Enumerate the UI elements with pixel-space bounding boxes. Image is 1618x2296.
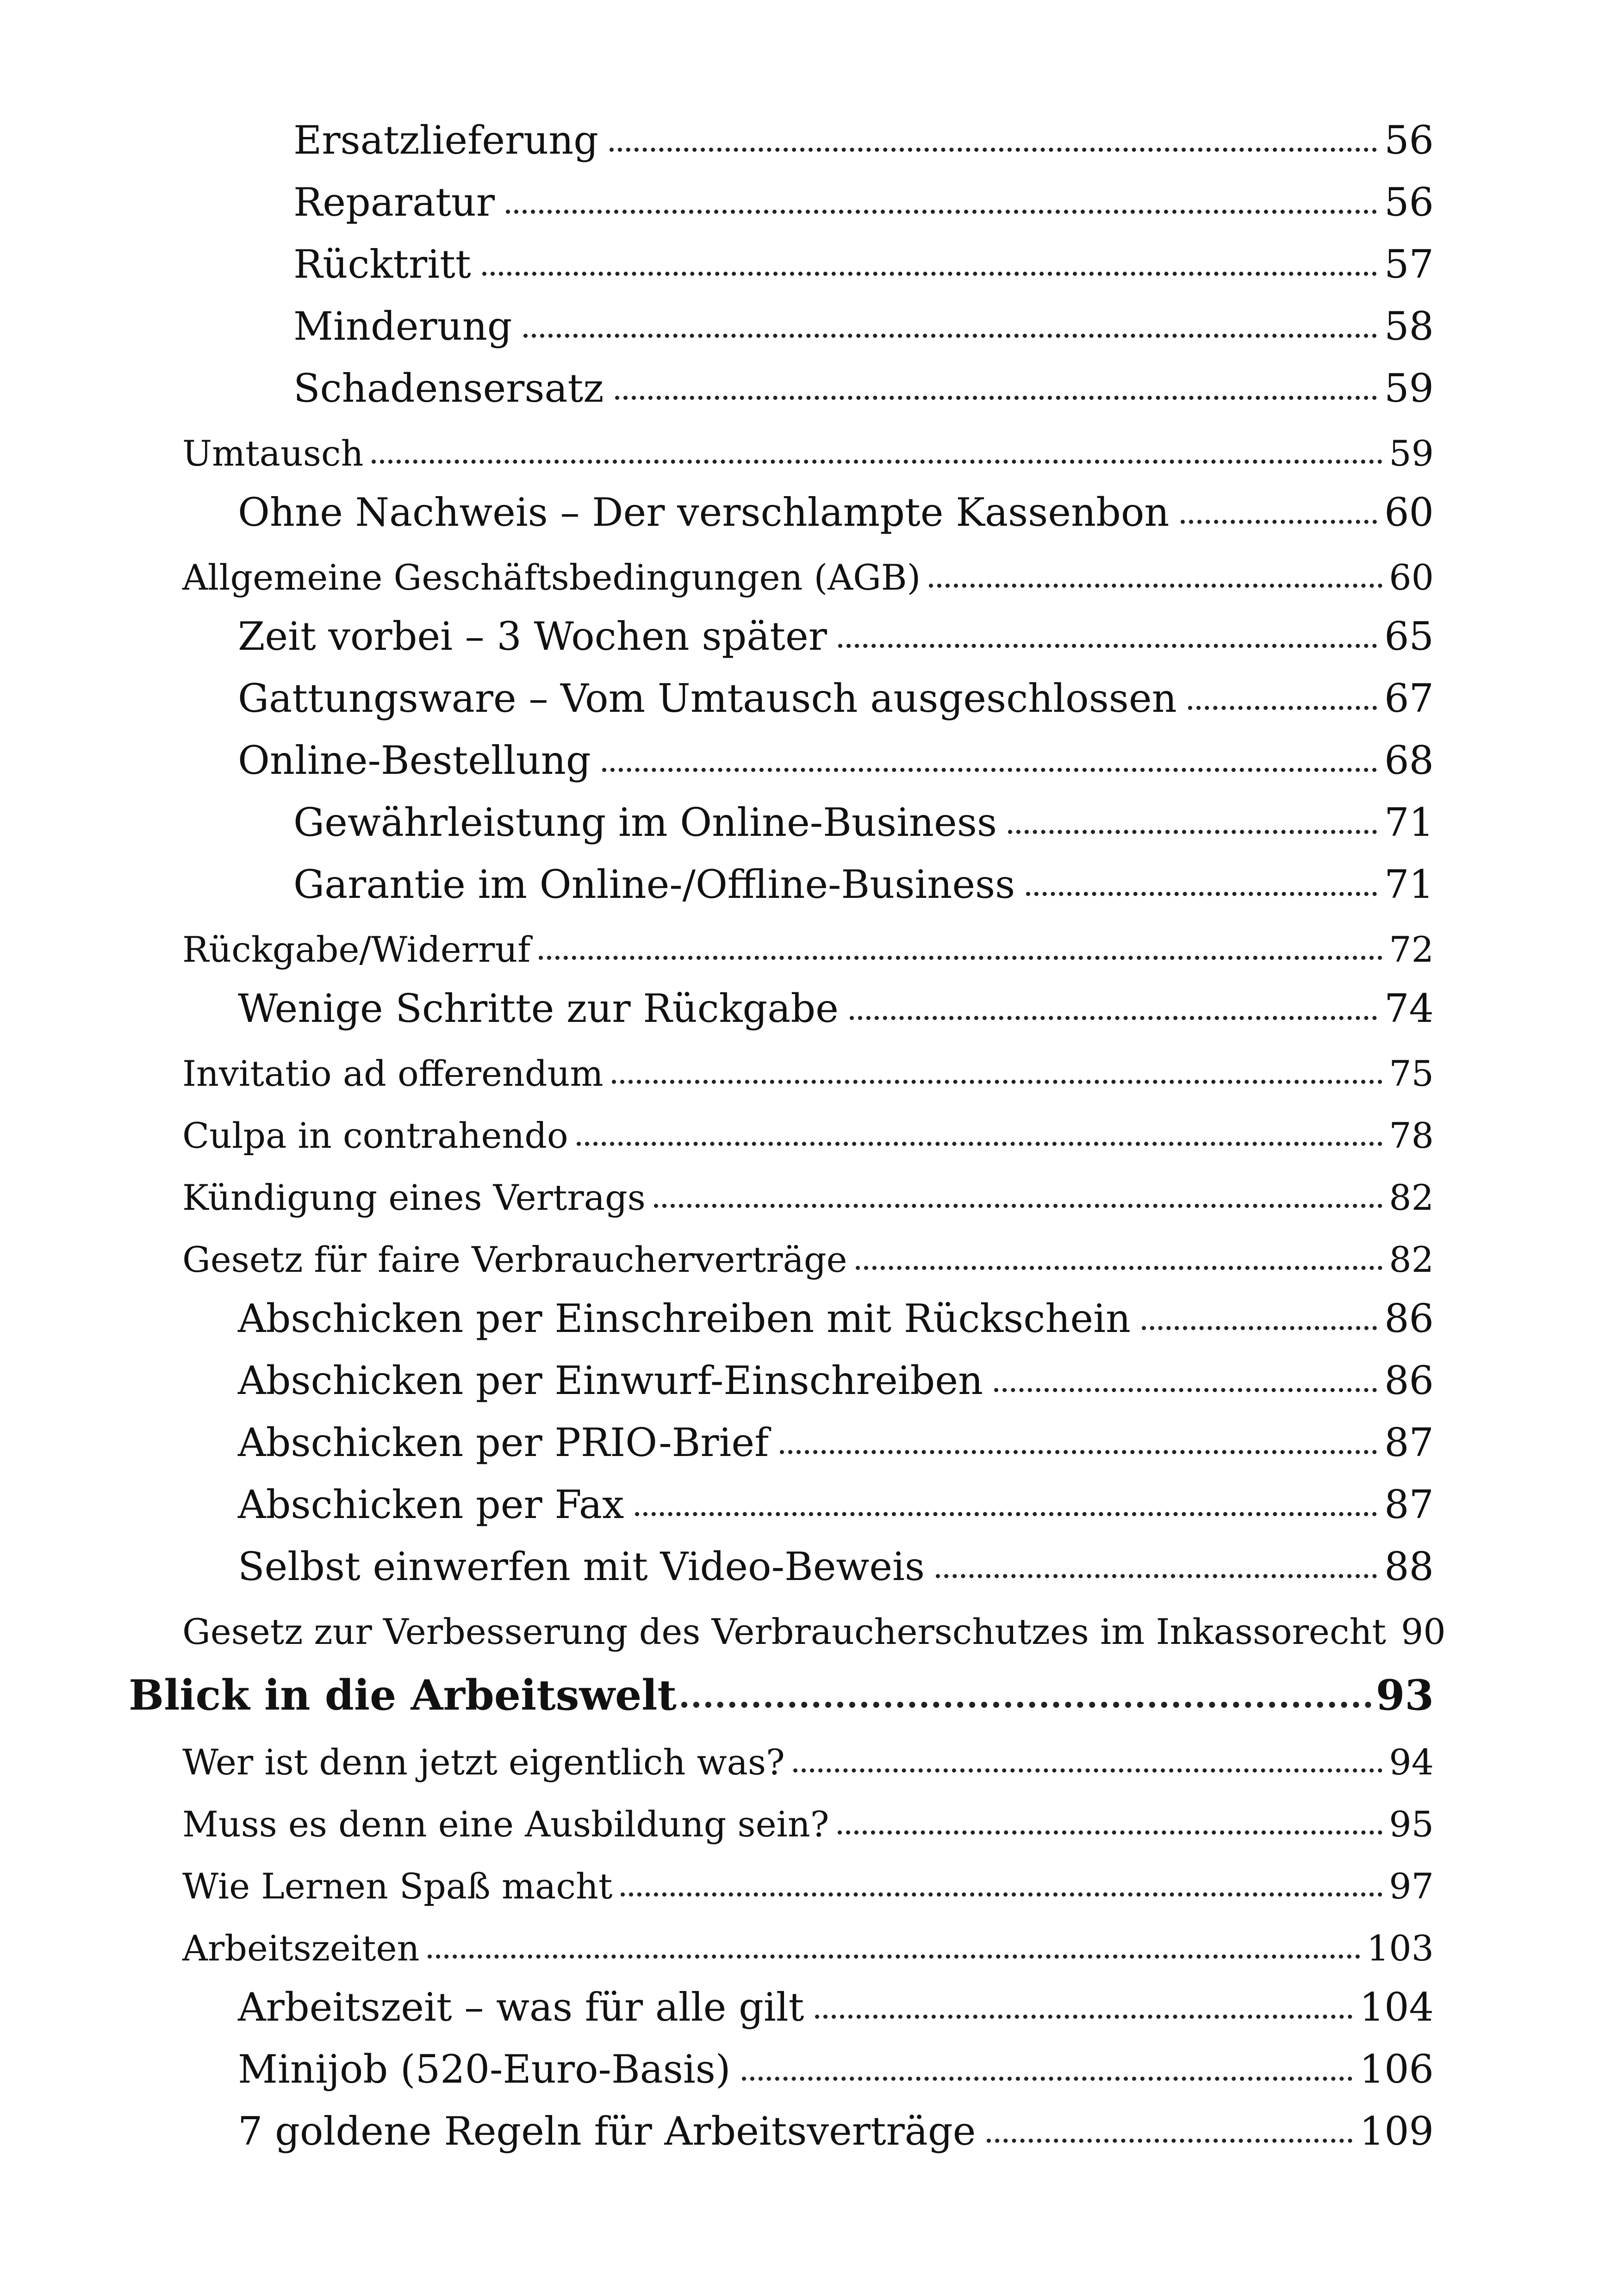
toc-entry-title: Gesetz zur Verbesserung des Verbraucherschutzes im Inkassorecht xyxy=(182,1611,1386,1652)
toc-entry-page: 60 xyxy=(1389,557,1434,598)
dot-leader xyxy=(610,115,1377,154)
dot-leader xyxy=(615,363,1377,402)
toc-entry-page: 59 xyxy=(1389,433,1434,474)
dot-leader xyxy=(994,1355,1377,1394)
toc-entry xyxy=(182,1609,1446,1652)
toc-entry xyxy=(238,2044,1434,2092)
toc-entry-title: Kündigung eines Vertrags xyxy=(182,1177,646,1218)
toc-entry-page: 67 xyxy=(1384,676,1434,721)
toc-entry-title: Online-Bestellung xyxy=(238,738,591,783)
toc-entry xyxy=(182,1863,1434,1907)
toc-entry-title: Wer ist denn jetzt eigentlich was? xyxy=(182,1742,785,1783)
dot-leader xyxy=(539,927,1382,962)
toc-entry xyxy=(238,1417,1434,1465)
toc-entry xyxy=(238,1355,1434,1403)
dot-leader xyxy=(838,611,1377,650)
toc-entry xyxy=(182,1175,1434,1218)
toc-entry xyxy=(182,1051,1434,1094)
toc-entry-title: Allgemeine Geschäftsbedingungen (AGB) xyxy=(182,557,921,598)
toc-entry-page: 90 xyxy=(1400,1611,1446,1652)
toc-entry-title: Gattungsware – Vom Umtausch ausgeschlossen xyxy=(238,676,1177,721)
toc-entry-title: Zeit vorbei – 3 Wochen später xyxy=(238,614,827,659)
toc-entry xyxy=(238,1293,1434,1341)
toc-entry-page: 103 xyxy=(1366,1928,1434,1969)
toc-chapter-entry xyxy=(129,1668,1434,1720)
dot-leader xyxy=(602,735,1377,774)
toc-entry-title: Gesetz für faire Verbraucherverträge xyxy=(182,1239,847,1280)
toc-entry-page: 86 xyxy=(1384,1358,1434,1403)
toc-entry-page: 87 xyxy=(1384,1482,1434,1527)
toc-entry-title: Invitatio ad offerendum xyxy=(182,1053,604,1094)
toc-entry-page: 72 xyxy=(1389,929,1434,970)
toc-entry-title: Selbst einwerfen mit Video-Beweis xyxy=(238,1544,925,1589)
toc-entry xyxy=(293,797,1434,845)
toc-entry xyxy=(238,2106,1434,2154)
toc-entry-title: Abschicken per Einwurf-Einschreiben xyxy=(238,1358,983,1403)
dot-leader xyxy=(780,1417,1377,1456)
toc-entry xyxy=(182,1237,1434,1280)
toc-entry-page: 56 xyxy=(1384,118,1434,163)
toc-entry-page: 95 xyxy=(1389,1804,1434,1845)
toc-entry-title: Minderung xyxy=(293,304,512,349)
dot-leader xyxy=(612,1051,1383,1086)
dot-leader xyxy=(482,239,1377,278)
toc-entry-page: 109 xyxy=(1359,2109,1434,2154)
toc-entry-title: Garantie im Online-/Offline-Business xyxy=(293,862,1015,907)
toc-entry xyxy=(182,430,1434,474)
toc-entry-page: 86 xyxy=(1384,1296,1434,1341)
toc-entry-page: 59 xyxy=(1384,366,1434,411)
toc-entry-page: 58 xyxy=(1384,304,1434,349)
toc-entry-page: 106 xyxy=(1359,2047,1434,2092)
toc-chapter-page: 93 xyxy=(1375,1671,1434,1720)
toc-entry xyxy=(293,363,1434,411)
toc-entry-page: 74 xyxy=(1384,986,1434,1031)
dot-leader xyxy=(1181,487,1377,526)
toc-entry-page: 82 xyxy=(1389,1239,1434,1280)
dot-leader xyxy=(635,1479,1377,1518)
toc-entry-page: 88 xyxy=(1384,1544,1434,1589)
toc-entry-title: Culpa in contrahendo xyxy=(182,1115,568,1156)
toc-entry-page: 56 xyxy=(1384,180,1434,225)
dot-leader xyxy=(372,430,1382,466)
dot-leader xyxy=(577,1113,1383,1148)
dot-leader xyxy=(1142,1293,1377,1332)
toc-entry xyxy=(182,554,1434,598)
dot-leader xyxy=(654,1175,1383,1210)
toc-entry xyxy=(238,983,1434,1031)
toc-entry xyxy=(238,735,1434,783)
dot-leader xyxy=(815,1982,1352,2021)
toc-entry-title: Ersatzlieferung xyxy=(293,118,599,163)
toc-entry-title: Wie Lernen Spaß macht xyxy=(182,1866,613,1907)
toc-entry-page: 65 xyxy=(1384,614,1434,659)
toc-entry-title: Abschicken per Einschreiben mit Rückschein xyxy=(238,1296,1131,1341)
toc-entry xyxy=(238,611,1434,659)
dot-leader xyxy=(506,177,1377,216)
toc-entry-page: 75 xyxy=(1389,1053,1434,1094)
dot-leader xyxy=(1026,859,1377,898)
toc-entry-page: 97 xyxy=(1389,1866,1434,1907)
dot-leader xyxy=(523,301,1377,340)
dot-leader xyxy=(987,2106,1352,2145)
toc-chapter-title: Blick in die Arbeitswelt xyxy=(129,1671,677,1720)
toc-entry-title: Umtausch xyxy=(182,433,364,474)
toc-entry-page: 71 xyxy=(1384,862,1434,907)
toc-entry-title: Arbeitszeiten xyxy=(182,1928,420,1969)
toc-entry-title: Rücktritt xyxy=(293,242,471,287)
dot-leader xyxy=(793,1739,1383,1774)
toc-entry-page: 57 xyxy=(1384,242,1434,287)
toc-entry-page: 82 xyxy=(1389,1177,1434,1218)
toc-entry xyxy=(182,1925,1434,1969)
toc-entry-title: Schadensersatz xyxy=(293,366,604,411)
toc-entry-page: 94 xyxy=(1389,1742,1434,1783)
dot-leader xyxy=(929,554,1382,590)
dot-leader xyxy=(428,1925,1360,1960)
toc-entry-title: Gewährleistung im Online-Business xyxy=(293,800,997,845)
toc-entry-title: Muss es denn eine Ausbildung sein? xyxy=(182,1804,829,1845)
toc-entry xyxy=(238,673,1434,721)
dot-leader xyxy=(742,2044,1352,2083)
toc-entry-title: Rückgabe/Widerruf xyxy=(182,929,531,970)
toc-entry-title: 7 goldene Regeln für Arbeitsverträge xyxy=(238,2109,976,2154)
dot-leader xyxy=(1188,673,1377,712)
toc-entry-title: Reparatur xyxy=(293,180,495,225)
dot-leader xyxy=(621,1863,1382,1898)
toc-entry-page: 60 xyxy=(1384,490,1434,535)
toc-entry xyxy=(293,239,1434,287)
toc-entry xyxy=(182,1801,1434,1845)
toc-entry-title: Arbeitszeit – was für alle gilt xyxy=(238,1985,804,2030)
toc-entry xyxy=(293,301,1434,349)
toc-entry-title: Wenige Schritte zur Rückgabe xyxy=(238,986,839,1031)
toc-entry xyxy=(182,1739,1434,1783)
toc-entry-page: 68 xyxy=(1384,738,1434,783)
toc-entry xyxy=(238,487,1434,535)
toc-entry-title: Abschicken per Fax xyxy=(238,1482,624,1527)
dot-leader xyxy=(856,1237,1383,1272)
dot-leader xyxy=(838,1801,1383,1836)
toc-entry xyxy=(238,1541,1434,1589)
toc-entry-page: 78 xyxy=(1389,1115,1434,1156)
toc-entry xyxy=(293,115,1434,163)
dot-leader xyxy=(1008,797,1377,836)
toc-entry xyxy=(182,927,1434,970)
toc-entry-page: 71 xyxy=(1384,800,1434,845)
toc-entry-title: Ohne Nachweis – Der verschlampte Kassenbon xyxy=(238,490,1170,535)
toc-entry xyxy=(238,1982,1434,2030)
toc-entry xyxy=(238,1479,1434,1527)
toc-entry-title: Minijob (520-Euro-Basis) xyxy=(238,2047,731,2092)
toc-entry-page: 87 xyxy=(1384,1420,1434,1465)
toc-entry xyxy=(182,1113,1434,1156)
toc-entry xyxy=(293,177,1434,225)
dot-leader xyxy=(681,1668,1371,1710)
dot-leader xyxy=(936,1541,1377,1580)
toc-entry xyxy=(293,859,1434,907)
dot-leader xyxy=(850,983,1377,1022)
toc-entry-page: 104 xyxy=(1359,1985,1434,2030)
toc-entry-title: Abschicken per PRIO-Brief xyxy=(238,1420,769,1465)
